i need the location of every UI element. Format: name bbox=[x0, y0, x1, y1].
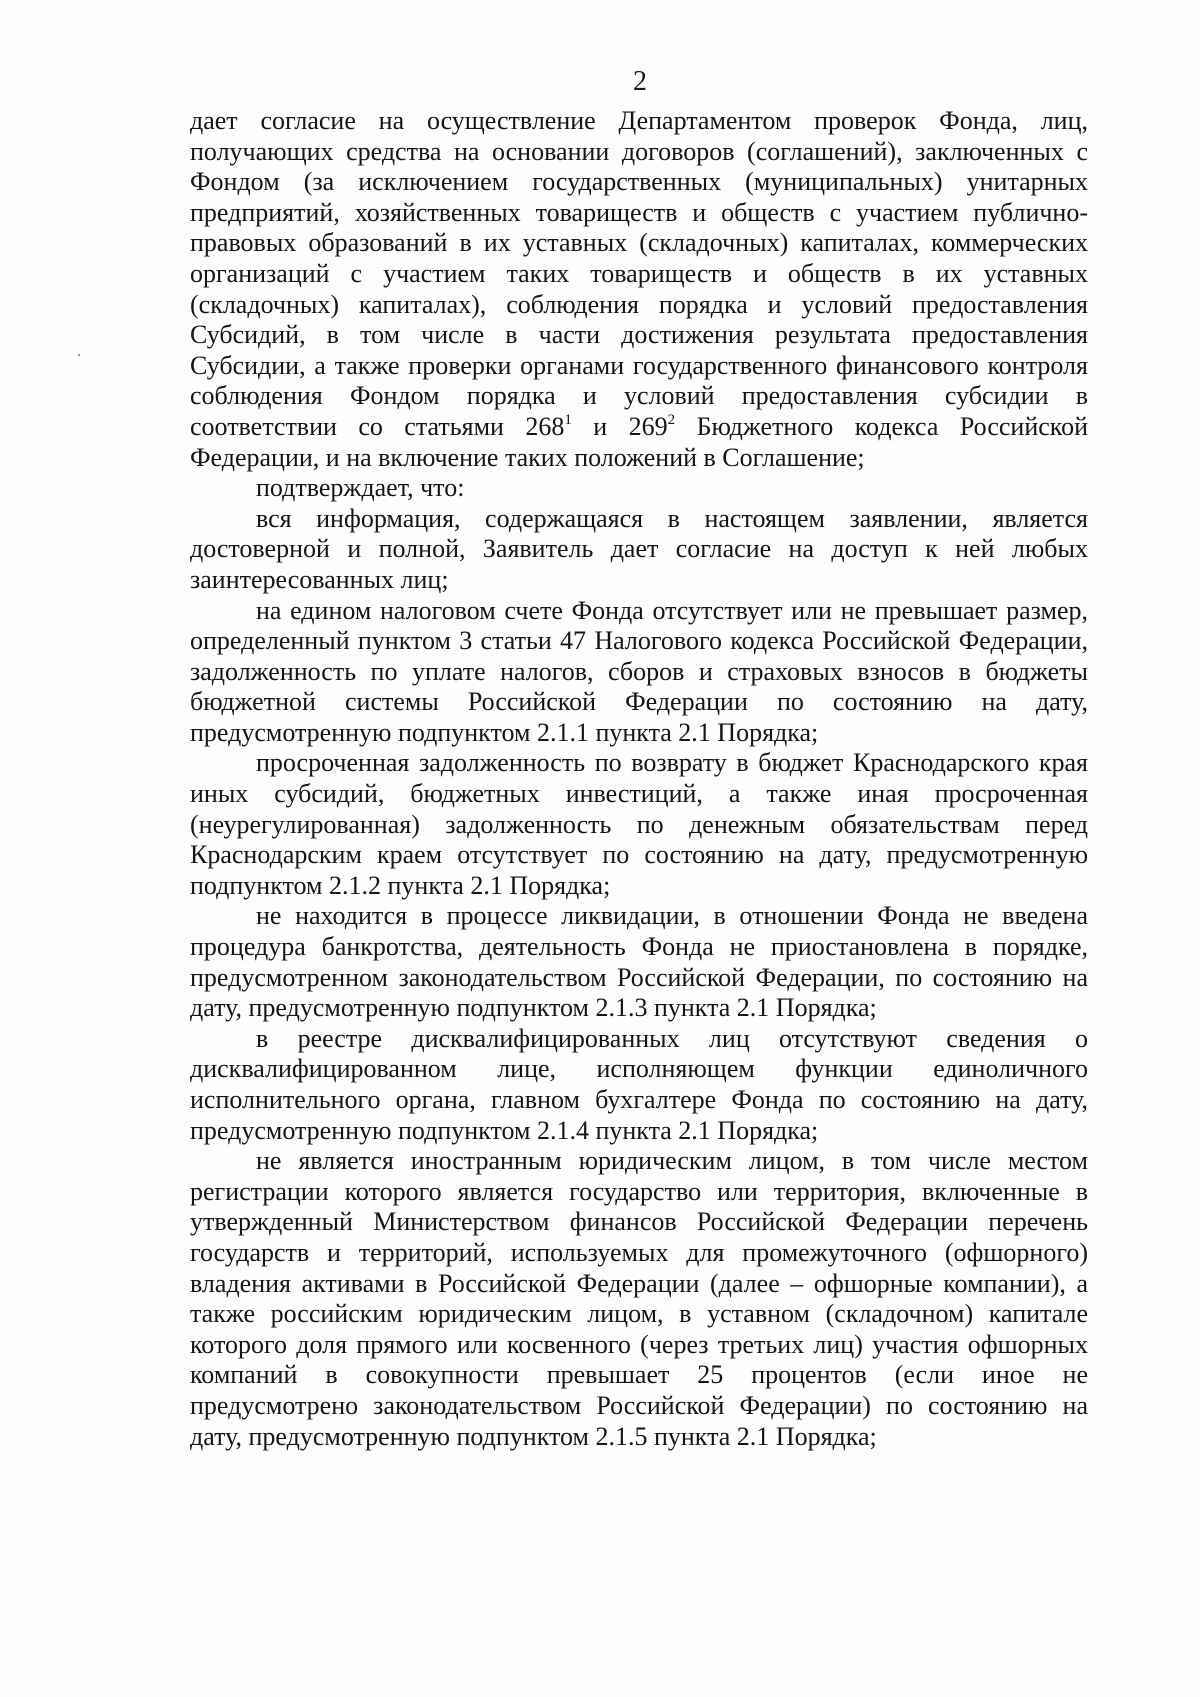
document-body bbox=[190, 106, 1088, 1452]
paragraph-consent bbox=[190, 106, 1088, 473]
consent-text: дает согласие на осуществление Департаментом проверок Фонда, лиц, получающих средства на основании договоров (соглашений), заключенных с Фондом (за исключением государственных (муниципальных) унитарных предприятий, хозяйственных товариществ и обществ с участием публично-правовых образований в их уставных (складочных) капиталах, коммерческих организаций с участием таких товариществ и обществ в их уставных (складочных) капиталах), соблюдения порядка и условий предоставления Субсидий, в том числе в части достижения результата предоставления Субсидии, а также проверки органами государственного финансового контроля соблюдения Фондом порядка и условий предоставления субсидии в соответствии со статьями bbox=[190, 106, 1088, 441]
article-268: 268 bbox=[525, 411, 565, 441]
article-269: 269 bbox=[628, 411, 668, 441]
paragraph-tax-debt: на едином налоговом счете Фонда отсутствует или не превышает размер, определенный пунктом 3 статьи 47 Налогового кодекса Российской Федерации, задолженность по уплате налогов, сборов и страховых взносов в бюджеты бюджетной системы Российской Федерации по состоянию на дату, предусмотренную подпунктом 2.1.1 пункта 2.1 Порядка; bbox=[190, 595, 1088, 747]
scan-speck bbox=[78, 354, 80, 356]
paragraph-disqualified-persons: в реестре дисквалифицированных лиц отсутствуют сведения о дисквалифицированном лице, исполняющем функции единоличного исполнительного органа, главном бухгалтере Фонда по состоянию на дату, предусмотренную подпунктом 2.1.4 пункта 2.1 Порядка; bbox=[190, 1023, 1088, 1145]
paragraph-overdue-debt: просроченная задолженность по возврату в бюджет Краснодарского края иных субсидий, бюджетных инвестиций, а также иная просроченная (неурегулированная) задолженность по денежным обязательствам перед Краснодарским краем отсутствует по состоянию на дату, предусмотренную подпунктом 2.1.2 пункта 2.1 Порядка; bbox=[190, 748, 1088, 900]
paragraph-confirms: подтверждает, что: bbox=[256, 473, 465, 503]
article-269-superscript: 2 bbox=[667, 411, 676, 428]
paragraph-offshore: не является иностранным юридическим лицом, в том числе местом регистрации которого является государство или территория, включенные в утвержденный Министерством финансов Российской Федерации перечень государств и территорий, используемых для промежуточного (офшорного) владения активами в Российской Федерации (далее – офшорные компании), а также российским юридическим лицом, в уставном (складочном) капитале которого доля прямого или косвенного (через третьих лиц) участия офшорных компаний в совокупности превышает 25 процентов (если иное не предусмотрено законодательством Российской Федерации) по состоянию на дату, предусмотренную подпунктом 2.1.5 пункта 2.1 Порядка; bbox=[190, 1146, 1088, 1451]
consent-text-end: Бюджетного кодекса Российской Федерации, и на включение таких положений в Соглашение; bbox=[190, 411, 1089, 472]
conjunction: и bbox=[571, 411, 629, 441]
page-number: 2 bbox=[633, 66, 647, 97]
article-268-superscript: 1 bbox=[564, 411, 572, 428]
paragraph-information: вся информация, содержащаяся в настоящем заявлении, является достоверной и полной, Заявитель дает согласие на доступ к ней любых заинтересованных лиц; bbox=[190, 503, 1088, 594]
paragraph-liquidation: не находится в процессе ликвидации, в отношении Фонда не введена процедура банкротства, деятельность Фонда не приостановлена в порядке, предусмотренном законодательством Российской Федерации, по состоянию на дату, предусмотренную подпунктом 2.1.3 пункта 2.1 Порядка; bbox=[190, 901, 1088, 1023]
